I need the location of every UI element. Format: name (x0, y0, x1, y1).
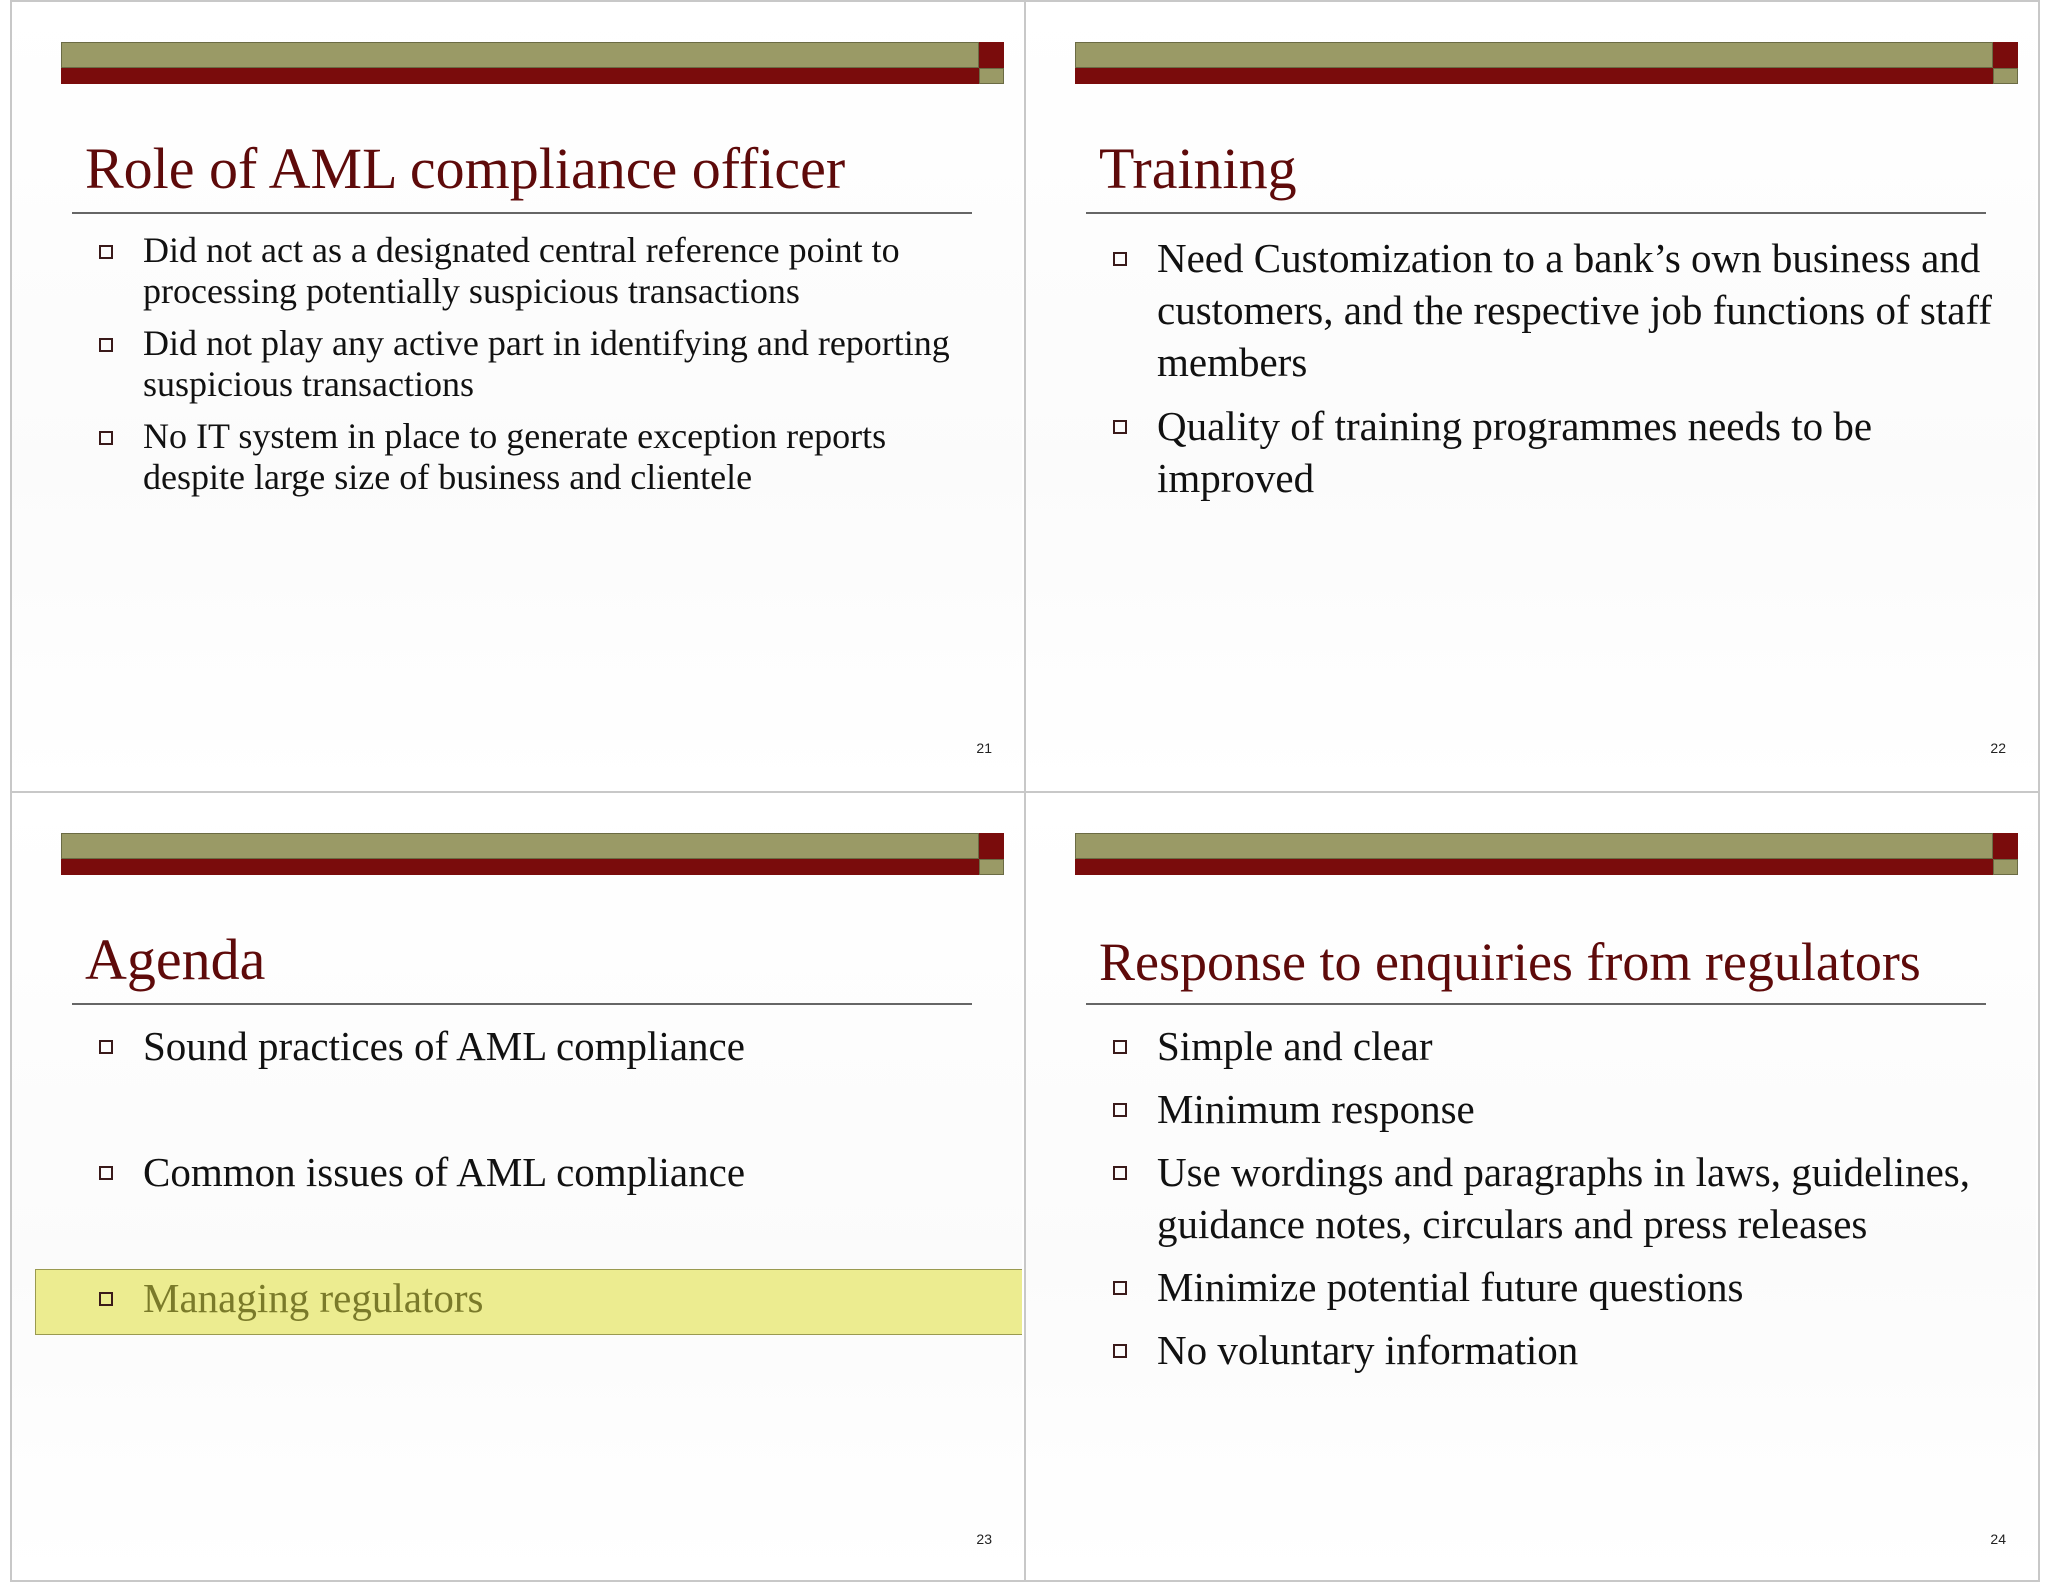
list-item (87, 1020, 987, 1072)
bullet-text: Simple and clear (1157, 1023, 1433, 1069)
title-rule (1086, 1003, 1986, 1005)
title-rule (72, 212, 972, 214)
square-bullet-icon (99, 1040, 113, 1054)
bullet-list (87, 1020, 987, 1324)
bullet-list (87, 230, 987, 509)
header-bar-maroon (61, 68, 979, 84)
bullet-text: Quality of training programmes needs to be improved (1157, 403, 1873, 501)
square-bullet-icon (99, 245, 113, 259)
square-bullet-icon (1113, 420, 1127, 434)
bullet-list (1101, 232, 2001, 516)
title-rule (72, 1003, 972, 1005)
slide-title: Role of AML compliance officer (85, 136, 846, 201)
list-item-highlighted (87, 1272, 987, 1324)
list-item (87, 1146, 987, 1198)
header-bar-olive (61, 42, 979, 68)
header-bar (1075, 833, 2018, 875)
square-bullet-icon (99, 431, 113, 445)
header-square-olive (1993, 859, 2018, 875)
page-number: 22 (1990, 740, 2006, 756)
slide-21 (12, 2, 1022, 787)
page-number: 24 (1990, 1531, 2006, 1547)
bullet-text: No IT system in place to generate exception reports despite large size of business and clientele (143, 416, 887, 497)
header-square-olive (1993, 68, 2018, 84)
list-item (87, 323, 987, 405)
square-bullet-icon (1113, 1281, 1127, 1295)
square-bullet-icon (99, 1292, 113, 1306)
header-bar-olive (1075, 833, 1993, 859)
slide-title: Training (1099, 136, 1297, 201)
bullet-text: Use wordings and paragraphs in laws, guidelines, guidance notes, circulars and press releases (1157, 1149, 1970, 1247)
list-item (1101, 232, 2001, 388)
header-square-maroon (979, 833, 1004, 859)
square-bullet-icon (1113, 1344, 1127, 1358)
slide-title: Response to enquiries from regulators (1099, 932, 1921, 992)
square-bullet-icon (99, 338, 113, 352)
square-bullet-icon (1113, 252, 1127, 266)
header-square-maroon (1993, 42, 2018, 68)
bullet-text: No voluntary information (1157, 1327, 1579, 1373)
list-item (1101, 1324, 2001, 1376)
bullet-text: Minimum response (1157, 1086, 1475, 1132)
bullet-text: Sound practices of AML compliance (143, 1023, 745, 1069)
header-square-maroon (979, 42, 1004, 68)
slide-title: Agenda (85, 927, 266, 992)
list-item (87, 416, 987, 498)
bullet-text: Managing regulators (143, 1275, 484, 1321)
list-item (87, 230, 987, 312)
header-bar-maroon (61, 859, 979, 875)
bullet-list (1101, 1020, 2001, 1387)
list-item (1101, 1020, 2001, 1072)
bullet-text: Common issues of AML compliance (143, 1149, 746, 1195)
list-item (1101, 1261, 2001, 1313)
list-item (1101, 1146, 2001, 1250)
bullet-text: Did not play any active part in identifying and reporting suspicious transactions (143, 323, 950, 404)
title-rule (1086, 212, 1986, 214)
list-item (1101, 1083, 2001, 1135)
square-bullet-icon (1113, 1040, 1127, 1054)
header-bar-olive (1075, 42, 1993, 68)
square-bullet-icon (99, 1166, 113, 1180)
square-bullet-icon (1113, 1166, 1127, 1180)
header-bar-maroon (1075, 859, 1993, 875)
header-bar (61, 42, 1004, 84)
header-bar (61, 833, 1004, 875)
header-square-olive (979, 859, 1004, 875)
bullet-text: Minimize potential future questions (1157, 1264, 1744, 1310)
header-square-olive (979, 68, 1004, 84)
page-number: 23 (976, 1531, 992, 1547)
slide-23 (12, 793, 1022, 1578)
square-bullet-icon (1113, 1103, 1127, 1117)
bullet-text: Need Customization to a bank’s own business and customers, and the respective job functions of staff members (1157, 235, 1992, 385)
bullet-text: Did not act as a designated central reference point to processing potentially suspicious transactions (143, 230, 900, 311)
page-number: 21 (976, 740, 992, 756)
header-square-maroon (1993, 833, 2018, 859)
list-item (1101, 400, 2001, 504)
header-bar-maroon (1075, 68, 1993, 84)
header-bar (1075, 42, 2018, 84)
slide-24 (1026, 793, 2036, 1578)
header-bar-olive (61, 833, 979, 859)
slide-22 (1026, 2, 2036, 787)
